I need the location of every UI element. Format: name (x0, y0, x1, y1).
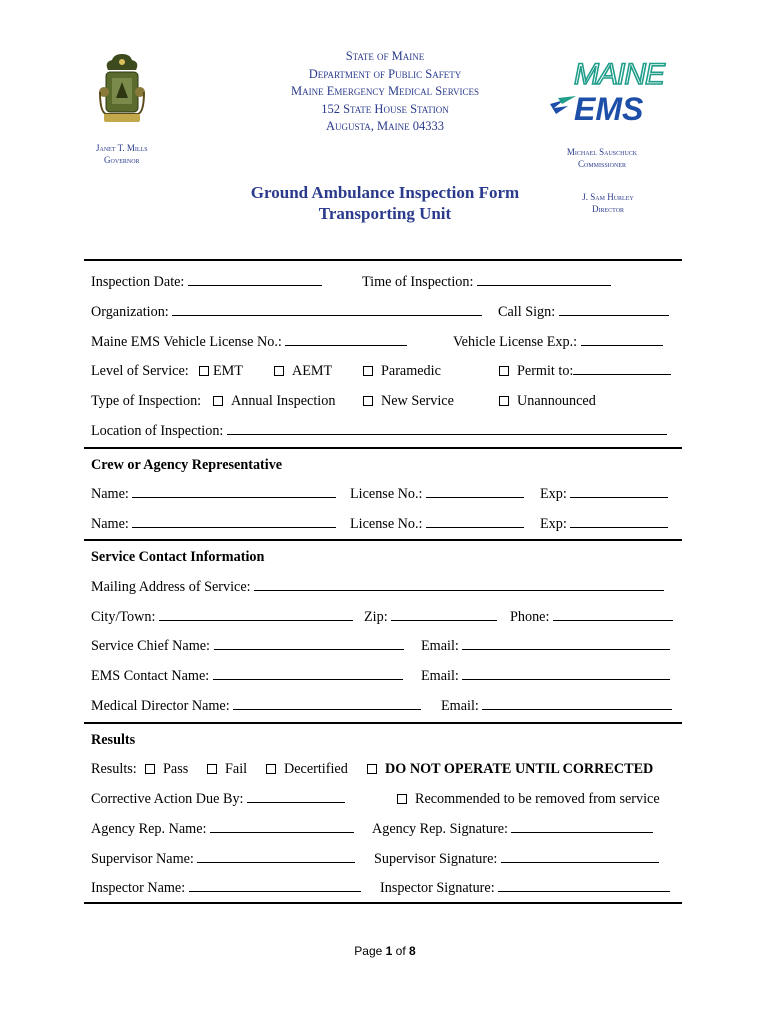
supervisor-name-row (91, 850, 355, 868)
type-annual-option[interactable] (213, 392, 335, 410)
email-label: Email: (421, 668, 459, 684)
vehicle-license-exp-field[interactable] (581, 333, 663, 346)
result-do-not-operate-label: DO NOT OPERATE UNTIL CORRECTED (385, 761, 654, 777)
service-chief-email-row (421, 637, 670, 655)
logo-ems-text: EMS (574, 91, 644, 127)
supervisor-signature-row (374, 850, 659, 868)
crew-name-field[interactable] (132, 485, 336, 498)
result-fail-checkbox[interactable] (207, 764, 217, 774)
service-contact-rule (84, 539, 682, 541)
service-chief-field[interactable] (214, 637, 404, 650)
vehicle-license-label: Maine EMS Vehicle License No.: (91, 334, 282, 350)
medical-director-email-row (441, 697, 672, 715)
ems-contact-email-row (421, 667, 670, 685)
time-of-inspection-label: Time of Inspection: (362, 274, 474, 290)
crew-license-label: License No.: (350, 516, 423, 532)
level-of-service-row (91, 362, 189, 380)
type-annual-label: Annual Inspection (231, 393, 336, 409)
level-aemt-label: AEMT (292, 363, 333, 379)
level-aemt-checkbox[interactable] (274, 366, 284, 376)
type-annual-checkbox[interactable] (213, 396, 223, 406)
city-town-field[interactable] (159, 608, 353, 621)
governor-title: Governor (104, 155, 140, 165)
type-unannounced-option[interactable] (499, 392, 596, 410)
agency-rep-signature-row (372, 820, 653, 838)
mailing-address-field[interactable] (254, 578, 664, 591)
page-number: 1 (385, 944, 393, 958)
email-label: Email: (421, 638, 459, 654)
agency-header (230, 48, 540, 136)
crew-exp-label: Exp: (540, 486, 567, 502)
inspector-signature-label: Inspector Signature: (380, 880, 495, 896)
corrective-action-row (91, 790, 345, 808)
crew-name-label: Name: (91, 486, 129, 502)
recommended-removed-label: Recommended to be removed from service (415, 791, 660, 807)
call-sign-label: Call Sign: (498, 304, 556, 320)
form-title-line1: Ground Ambulance Inspection Form (250, 183, 520, 202)
vehicle-license-row (91, 333, 407, 351)
city-town-row (91, 608, 353, 626)
call-sign-field[interactable] (559, 303, 669, 316)
recommended-removed-option[interactable] (397, 790, 660, 808)
organization-field[interactable] (172, 303, 482, 316)
result-decertified-checkbox[interactable] (266, 764, 276, 774)
level-permit-option[interactable] (499, 362, 671, 380)
service-contact-heading: Service Contact Information (91, 549, 265, 565)
location-field[interactable] (227, 422, 667, 435)
service-chief-row (91, 637, 404, 655)
vehicle-license-exp-label: Vehicle License Exp.: (453, 334, 578, 350)
organization-label: Organization: (91, 304, 169, 320)
state-seal-logo (98, 52, 146, 126)
inspector-name-label: Inspector Name: (91, 880, 186, 896)
crew-heading: Crew or Agency Representative (91, 457, 283, 473)
form-title (230, 182, 540, 224)
inspection-date-label: Inspection Date: (91, 274, 185, 290)
director-block (566, 191, 650, 215)
level-aemt-option[interactable] (274, 362, 332, 380)
header-department: Department of Public Safety (308, 66, 462, 81)
header-state: State of Maine (345, 49, 425, 63)
result-decertified-label: Decertified (284, 761, 348, 777)
crew-rule (84, 447, 682, 449)
crew-license-field[interactable] (426, 485, 524, 498)
mailing-address-row (91, 578, 664, 596)
type-new-checkbox[interactable] (363, 396, 373, 406)
level-paramedic-checkbox[interactable] (363, 366, 373, 376)
result-pass-option[interactable] (145, 760, 188, 778)
phone-row (510, 608, 673, 626)
medical-director-email-field[interactable] (482, 697, 672, 710)
inspector-signature-row (380, 879, 670, 897)
medical-director-field[interactable] (233, 697, 421, 710)
result-do-not-operate-checkbox[interactable] (367, 764, 377, 774)
corrective-action-field[interactable] (247, 790, 345, 803)
agency-rep-name-row (91, 820, 354, 838)
supervisor-signature-field[interactable] (501, 850, 659, 863)
result-fail-option[interactable] (207, 760, 247, 778)
type-new-option[interactable] (363, 392, 454, 410)
supervisor-name-label: Supervisor Name: (91, 851, 194, 867)
type-new-label: New Service (381, 393, 454, 409)
time-of-inspection-field[interactable] (477, 273, 611, 286)
inspector-name-row (91, 879, 361, 897)
crew-exp-field[interactable] (570, 485, 668, 498)
vehicle-license-exp-row (453, 333, 663, 351)
location-label: Location of Inspection: (91, 423, 224, 439)
organization-row (91, 303, 482, 321)
ems-contact-email-field[interactable] (462, 667, 670, 680)
zip-row (364, 608, 497, 626)
ems-contact-field[interactable] (213, 667, 403, 680)
maine-ems-logo (548, 54, 674, 128)
crew-row-2 (91, 515, 336, 533)
crew-license-field[interactable] (426, 515, 524, 528)
phone-field[interactable] (553, 608, 673, 621)
level-emt-checkbox[interactable] (199, 366, 209, 376)
inspector-name-field[interactable] (189, 879, 361, 892)
type-of-inspection-row (91, 392, 201, 410)
level-paramedic-option[interactable] (363, 362, 441, 380)
result-pass-checkbox[interactable] (145, 764, 155, 774)
result-decertified-option[interactable] (266, 760, 348, 778)
header-division: Maine Emergency Medical Services (291, 84, 479, 98)
result-fail-label: Fail (225, 761, 248, 777)
commissioner-title: Commissioner (577, 159, 626, 169)
inspector-signature-field[interactable] (498, 879, 670, 892)
crew-license-1 (350, 485, 524, 503)
results-rule (84, 722, 682, 724)
time-of-inspection-row (362, 273, 611, 291)
location-row (91, 422, 667, 440)
level-of-service-label: Level of Service: (91, 363, 189, 379)
service-chief-email-field[interactable] (462, 637, 670, 650)
mailing-address-label: Mailing Address of Service: (91, 579, 251, 595)
governor-name: Janet T. Mills (96, 143, 148, 153)
agency-rep-name-field[interactable] (210, 820, 354, 833)
bottom-rule (84, 902, 682, 904)
form-title-line2: Transporting Unit (318, 204, 452, 223)
level-emt-option[interactable] (199, 362, 243, 380)
page-word: Page (354, 944, 383, 958)
director-name: J. Sam Hurley (582, 192, 634, 202)
crew-name-label: Name: (91, 516, 129, 532)
supervisor-name-field[interactable] (197, 850, 355, 863)
crew-exp-2 (540, 515, 668, 533)
ems-contact-row (91, 667, 403, 685)
header-city: Augusta, Maine 04333 (325, 119, 445, 133)
crew-license-label: License No.: (350, 486, 423, 502)
result-do-not-operate-option[interactable] (367, 760, 653, 778)
page-total: 8 (409, 944, 416, 958)
zip-label: Zip: (364, 609, 388, 625)
header-station: 152 State House Station (321, 101, 449, 116)
email-label: Email: (441, 698, 479, 714)
commissioner-block (560, 146, 644, 170)
level-emt-label: EMT (213, 363, 243, 379)
director-title: Director (591, 204, 625, 214)
vehicle-license-field[interactable] (285, 333, 407, 346)
phone-label: Phone: (510, 609, 550, 625)
supervisor-signature-label: Supervisor Signature: (374, 851, 498, 867)
results-row (91, 760, 137, 778)
crew-exp-1 (540, 485, 668, 503)
governor-block (96, 142, 148, 166)
recommended-removed-checkbox[interactable] (397, 794, 407, 804)
zip-field[interactable] (391, 608, 497, 621)
type-unannounced-checkbox[interactable] (499, 396, 509, 406)
agency-rep-signature-label: Agency Rep. Signature: (372, 821, 508, 837)
results-heading: Results (91, 732, 136, 748)
inspection-date-row (91, 273, 322, 291)
type-of-inspection-label: Type of Inspection: (91, 393, 202, 409)
type-unannounced-label: Unannounced (517, 393, 596, 409)
call-sign-row (498, 303, 669, 321)
medical-director-label: Medical Director Name: (91, 698, 230, 714)
service-chief-label: Service Chief Name: (91, 638, 210, 654)
logo-maine-text: MAINE (574, 58, 665, 91)
crew-license-2 (350, 515, 524, 533)
corrective-action-label: Corrective Action Due By: (91, 791, 244, 807)
crew-name-field[interactable] (132, 515, 336, 528)
agency-rep-signature-field[interactable] (511, 820, 653, 833)
result-pass-label: Pass (163, 761, 189, 777)
crew-row-1 (91, 485, 336, 503)
ems-contact-label: EMS Contact Name: (91, 668, 210, 684)
top-rule (84, 259, 682, 261)
crew-exp-label: Exp: (540, 516, 567, 532)
commissioner-name: Michael Sauschuck (566, 147, 638, 157)
inspection-date-field[interactable] (188, 273, 322, 286)
city-town-label: City/Town: (91, 609, 156, 625)
level-permit-label: Permit to: (517, 363, 574, 379)
page-footer (0, 944, 770, 958)
agency-rep-name-label: Agency Rep. Name: (91, 821, 207, 837)
results-label: Results: (91, 761, 137, 777)
level-paramedic-label: Paramedic (381, 363, 441, 379)
medical-director-row (91, 697, 421, 715)
of-word: of (395, 944, 406, 958)
level-permit-field[interactable] (573, 362, 671, 375)
crew-exp-field[interactable] (570, 515, 668, 528)
level-permit-checkbox[interactable] (499, 366, 509, 376)
